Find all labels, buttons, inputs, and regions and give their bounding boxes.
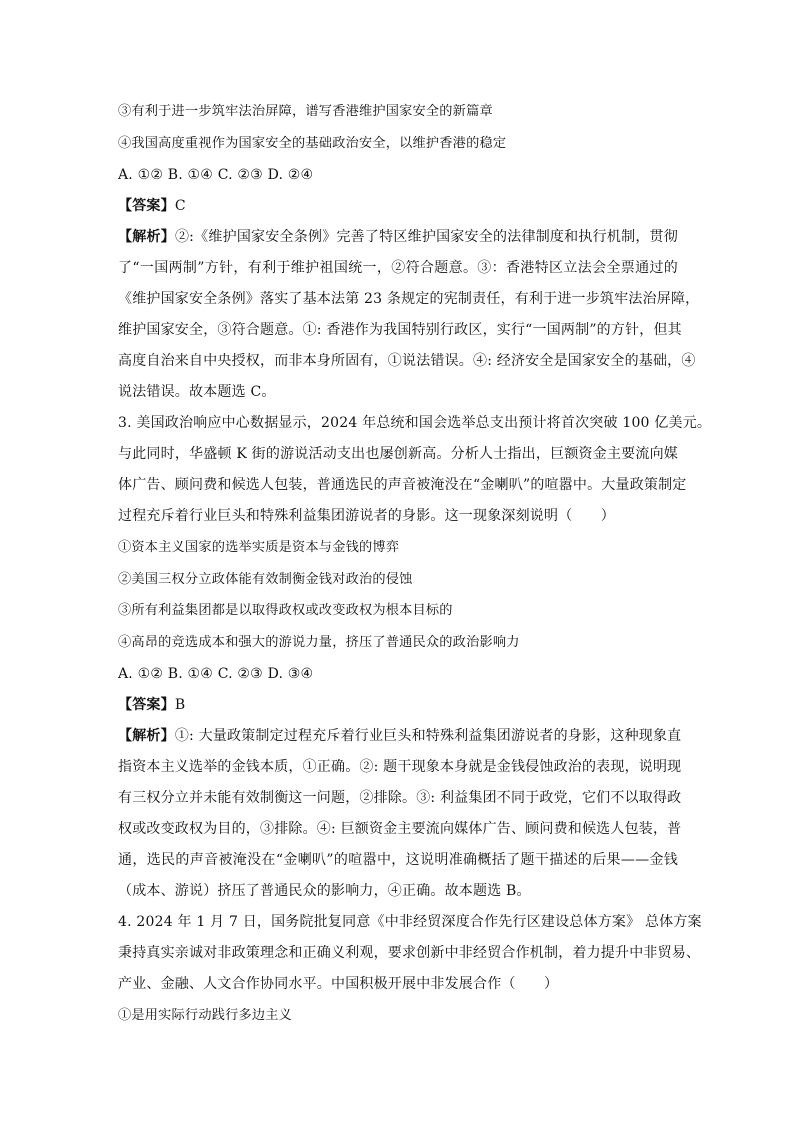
answer-value: B (174, 697, 186, 713)
answer-value: C (174, 198, 186, 214)
q3-option-1: ①资本主义国家的选举实质是资本与金钱的博弈 (118, 540, 400, 555)
q3-stem-line-3: 体广告、顾问费和候选人包装，普通选民的声音被淹没在“金喇叭”的喧嚣中。大量政策制定 (118, 477, 687, 493)
q4-option-1: ①是用实际行动践行多边主义 (118, 1008, 293, 1023)
q3-choices: A. ①② B. ①④ C. ②③ D. ③④ (118, 666, 314, 682)
q3-stem-line-2: 与此同时，华盛顿 K 街的游说活动支出也屡创新高。分析人士指出，巨额资金主要流向媒 (118, 446, 678, 462)
q3-stem-line-1: 3. 美国政治响应中心数据显示，2024 年总统和国会选举总支出预计将首次突破 100 亿美元。 (118, 415, 712, 431)
q3-analysis-line-5: 通，选民的声音被淹没在“金喇叭”的喧嚣中，这说明准确概括了题干描述的后果——金钱 (118, 852, 678, 868)
analysis-label: 【解析】 (118, 229, 175, 245)
q3-stem-line-4: 过程充斥着行业巨头和特殊利益集团游说者的身影。这一现象深刻说明（ ） (118, 508, 615, 524)
q3-analysis-line-2: 指资本主义选举的金钱本质，①正确。②: 题干现象本身就是金钱侵蚀政治的表现，说明现 (118, 759, 682, 775)
q2-analysis-line-5: 高度自治来自中央授权，而非本身所固有，①说法错误。④: 经济安全是国家安全的基础，④ (118, 353, 696, 369)
q2-option-3: ③有利于进一步筑牢法治屏障，谱写香港维护国家安全的新篇章 (118, 104, 493, 119)
q2-analysis-line-4: 维护国家安全，③符合题意。①: 香港作为我国特别行政区，实行“一国两制”的方针，但其 (118, 322, 682, 338)
answer-label: 【答案】 (118, 697, 175, 713)
q3-answer (118, 696, 185, 714)
answer-label: 【答案】 (118, 198, 175, 214)
analysis-label: 【解析】 (118, 728, 175, 744)
q3-option-4: ④高昂的竞选成本和强大的游说力量，挤压了普通民众的政治影响力 (118, 635, 520, 650)
q3-analysis-line-1: 【解析】①: 大量政策制定过程充斥着行业巨头和特殊利益集团游说者的身影，这种现象直 (118, 728, 682, 744)
q4-stem-line-3: 产业、金融、人文合作协同水平。中国积极开展中非发展合作（ ） (118, 976, 559, 992)
q2-analysis-line-6: 说法错误。故本题选 C。 (118, 384, 276, 400)
q2-option-4: ④我国高度重视作为国家安全的基础政治安全，以维护香港的稳定 (118, 136, 507, 151)
q2-choices: A. ①② B. ①④ C. ②③ D. ②④ (118, 167, 314, 183)
q2-analysis-line-3: 《维护国家安全条例》落实了基本法第 23 条规定的宪制责任，有利于进一步筑牢法治屏障， (118, 291, 700, 307)
q4-stem-line-2: 秉持真实亲诚对非政策理念和正确义利观，要求创新中非经贸合作机制，着力提升中非贸易、 (118, 945, 701, 961)
q2-answer (118, 197, 186, 215)
q3-analysis-line-4: 权或改变政权为目的，③排除。④: 巨额资金主要流向媒体广告、顾问费和候选人包装，普 (118, 821, 682, 837)
q3-analysis-line-6: （成本、游说）挤压了普通民众的影响力，④正确。故本题选 B。 (118, 883, 531, 899)
q3-analysis-line-3: 有三权分立并未能有效制衡这一问题，②排除。③: 利益集团不同于政党，它们不以取得政 (118, 790, 682, 806)
q2-analysis-line-1: 【解析】②:《维护国家安全条例》完善了特区维护国家安全的法律制度和执行机制，贯彻 (118, 229, 678, 245)
q2-analysis-line-2: 了“一国两制”方针，有利于维护祖国统一，②符合题意。③：香港特区立法会全票通过的 (118, 260, 678, 276)
q3-option-3: ③所有利益集团都是以取得政权或改变政权为根本目标的 (118, 603, 453, 618)
q4-stem-line-1: 4. 2024 年 1 月 7 日，国务院批复同意《中非经贸深度合作先行区建设总体方案》 总体方案 (118, 914, 702, 930)
q3-option-2: ②美国三权分立政体能有效制衡金钱对政治的侵蚀 (118, 572, 413, 587)
